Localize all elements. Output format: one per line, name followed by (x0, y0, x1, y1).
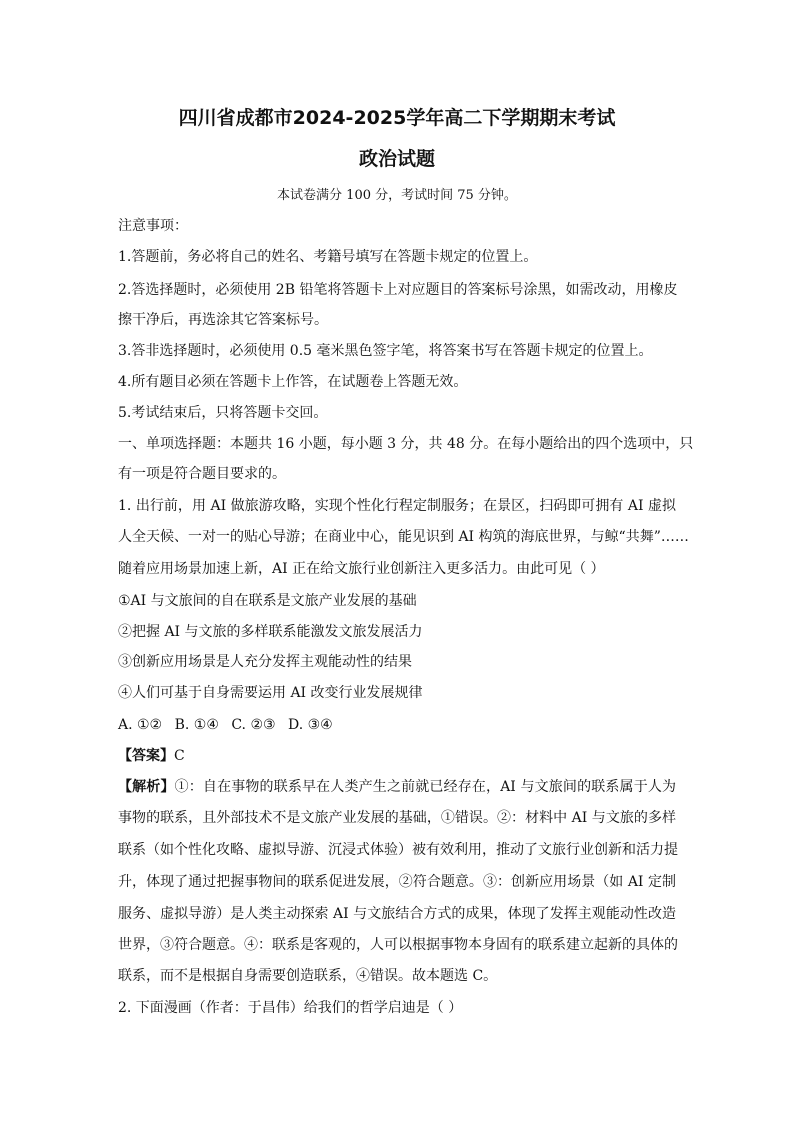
analysis-line: 服务、虚拟导游）是人类主动探索 AI 与文旅结合方式的成果，体现了发挥主观能动性改造 (118, 906, 676, 922)
answer-value: C (174, 748, 185, 764)
question-stem: 随着应用场景加速上新，AI 正在给文旅行业创新注入更多活力。由此可见（ ） (118, 561, 605, 577)
option-b: B. ①④ (174, 717, 219, 733)
analysis-text: ①：自在事物的联系早在人类产生之前就已经存在，AI 与文旅间的联系属于人为 (174, 779, 676, 795)
note-item: 2.答选择题时，必须使用 2B 铅笔将答题卡上对应题目的答案标号涂黑，如需改动，用橡皮 (118, 282, 678, 298)
analysis-line (118, 777, 676, 797)
statement: ③创新应用场景是人充分发挥主观能动性的结果 (118, 654, 412, 670)
question-stem: 人全天候、一对一的贴心导游；在商业中心，能见识到 AI 构筑的海底世界，与鲸“共舞”…… (118, 529, 689, 545)
exam-info: 本试卷满分 100 分，考试时间 75 分钟。 (277, 188, 517, 203)
note-item: 4.所有题目必须在答题卡上作答，在试题卷上答题无效。 (118, 374, 468, 390)
analysis-line: 升，体现了通过把握事物间的联系促进发展，②符合题意。③：创新应用场景（如 AI 定制 (118, 874, 676, 890)
analysis-line: 联系，而不是根据自身需要创造联系，④错误。故本题选 C。 (118, 968, 498, 984)
option-a: A. ①② (118, 717, 163, 733)
answer-options (118, 715, 676, 735)
answer-label: 【答案】 (118, 748, 174, 764)
note-item: 3.答非选择题时，必须使用 0.5 毫米黑色签字笔，将答案书写在答题卡规定的位置上。 (118, 343, 653, 359)
analysis-line: 联系（如个性化攻略、虚拟导游、沉浸式体验）被有效利用，推动了文旅行业创新和活力提 (118, 842, 678, 858)
analysis-label: 【解析】 (118, 779, 175, 795)
statement: ②把握 AI 与文旅的多样联系能激发文旅发展活力 (118, 624, 423, 640)
notes-heading: 注意事项： (118, 218, 188, 234)
statement: ①AI 与文旅间的自在联系是文旅产业发展的基础 (118, 593, 417, 609)
answer-line (118, 746, 676, 766)
section-heading: 一、单项选择题：本题共 16 小题，每小题 3 分，共 48 分。在每小题给出的四个选项中，只 (118, 436, 694, 452)
note-item: 1.答题前，务必将自己的姓名、考籍号填写在答题卡规定的位置上。 (118, 249, 538, 265)
option-c: C. ②③ (231, 717, 276, 733)
note-item: 擦干净后，再选涂其它答案标号。 (118, 312, 328, 328)
analysis-line: 世界，③符合题意。④：联系是客观的，人可以根据事物本身固有的联系建立起新的具体的 (118, 937, 678, 953)
exam-title: 四川省成都市2024-2025学年高二下学期期末考试 (178, 107, 616, 129)
option-d: D. ③④ (288, 717, 333, 733)
section-heading-continued: 有一项是符合题目要求的。 (118, 466, 286, 482)
note-item: 5.考试结束后，只将答题卡交回。 (118, 405, 328, 421)
statement: ④人们可基于自身需要运用 AI 改变行业发展规律 (118, 685, 423, 701)
question-stem: 2. 下面漫画（作者：于昌伟）给我们的哲学启迪是（ ） (118, 1000, 463, 1016)
subject-title: 政治试题 (358, 148, 435, 170)
question-stem: 1. 出行前，用 AI 做旅游攻略，实现个性化行程定制服务；在景区，扫码即可拥有 AI 虚拟 (118, 498, 676, 514)
analysis-line: 事物的联系，且外部技术不是文旅产业发展的基础，①错误。②：材料中 AI 与文旅的多样 (118, 810, 676, 826)
